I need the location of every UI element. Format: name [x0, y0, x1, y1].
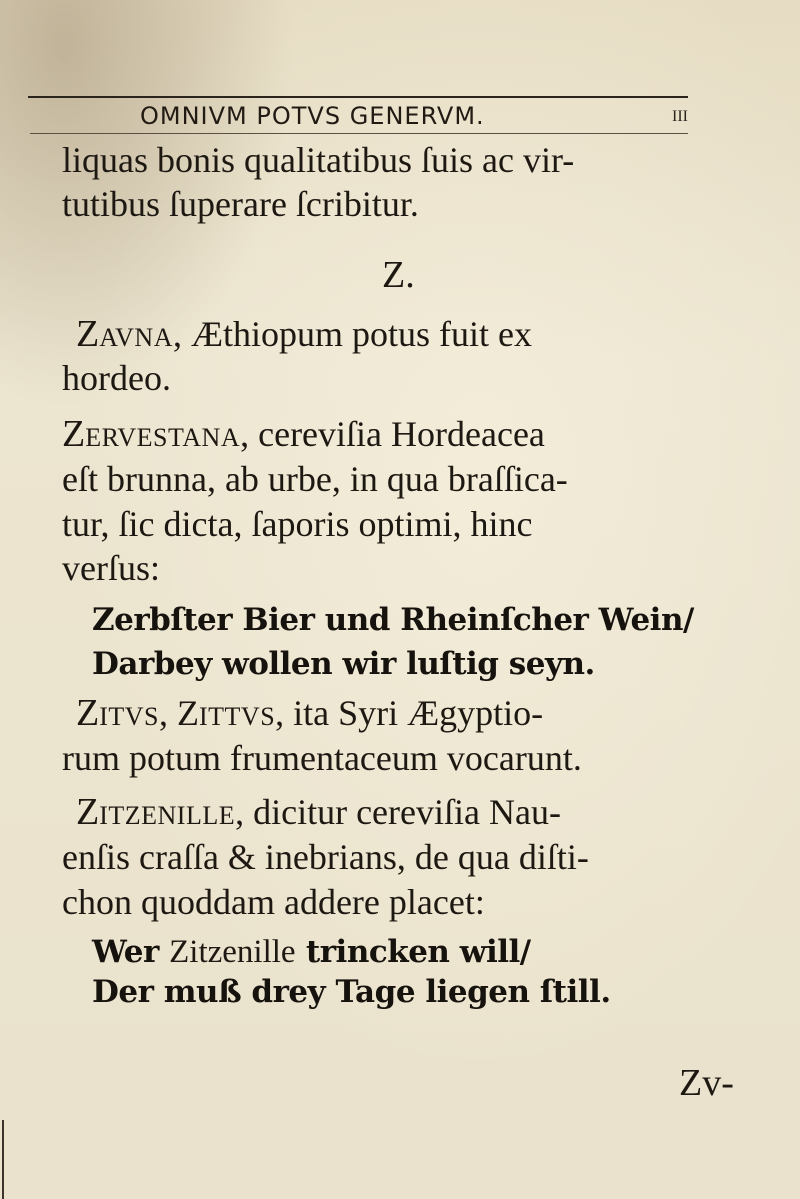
entry-text: , ita Syri Ægyptio- [275, 693, 544, 733]
entry-zitvs [76, 691, 543, 739]
text-line: hordeo. [62, 358, 171, 398]
entry-headword: ITZENILLE [99, 801, 236, 830]
text-line: eſt brunna, ab urbe, in qua braſſica- [62, 459, 568, 499]
header-underline [30, 133, 688, 134]
entry-text: , cereviſia Hordeacea [240, 414, 545, 454]
header-top-rule [28, 96, 688, 98]
verse-word: Wer [92, 934, 170, 970]
verse-word: trincken will/ [295, 934, 531, 970]
verse-line [92, 928, 531, 974]
verse-line: Zerbſter Bier und Rheinſcher Wein/ [92, 602, 694, 638]
text-line: verſus: [62, 548, 160, 588]
entry-headword: ITVS [99, 702, 159, 731]
entry-headword: ITTVS [199, 702, 276, 731]
entry-initial: Z [76, 692, 100, 734]
entry-initial: Z [62, 413, 86, 455]
entry-text: , dicitur cereviſia Nau- [235, 792, 561, 832]
text-line: chon quoddam addere placet: [62, 882, 485, 922]
verse-line: Darbey wollen wir luſtig seyn. [92, 646, 595, 682]
catchword: Zv- [679, 1062, 734, 1104]
page-edge-mark [2, 1120, 4, 1199]
entry-text: , Z [159, 693, 199, 733]
entry-text: , Æthiopum potus fuit ex [172, 314, 532, 354]
section-letter: Z. [382, 254, 415, 296]
entry-headword: AVNA [99, 323, 173, 352]
entry-zitzenille [76, 790, 561, 838]
text-line: liquas bonis qualitatibus ſuis ac vir- [62, 140, 575, 180]
entry-zavna [76, 312, 532, 360]
entry-zervestana [62, 412, 545, 460]
text-line: enſis craſſa & inebrians, de qua diſti- [62, 837, 589, 877]
verse-line: Der muß drey Tage liegen ſtill. [92, 974, 611, 1010]
running-header [118, 102, 688, 132]
entry-headword: ERVESTANA [85, 423, 241, 452]
page-number: III [672, 108, 688, 125]
running-title: OMNIVM POTVS GENERVM. [140, 102, 485, 130]
entry-initial: Z [76, 791, 100, 833]
text-line: rum potum frumentaceum vocarunt. [62, 738, 582, 778]
entry-initial: Z [76, 313, 100, 355]
text-line: tur, ſic dicta, ſaporis optimi, hinc [62, 504, 533, 544]
verse-name: Zitzenille [169, 934, 296, 970]
text-line: tutibus ſuperare ſcribitur. [62, 184, 419, 224]
